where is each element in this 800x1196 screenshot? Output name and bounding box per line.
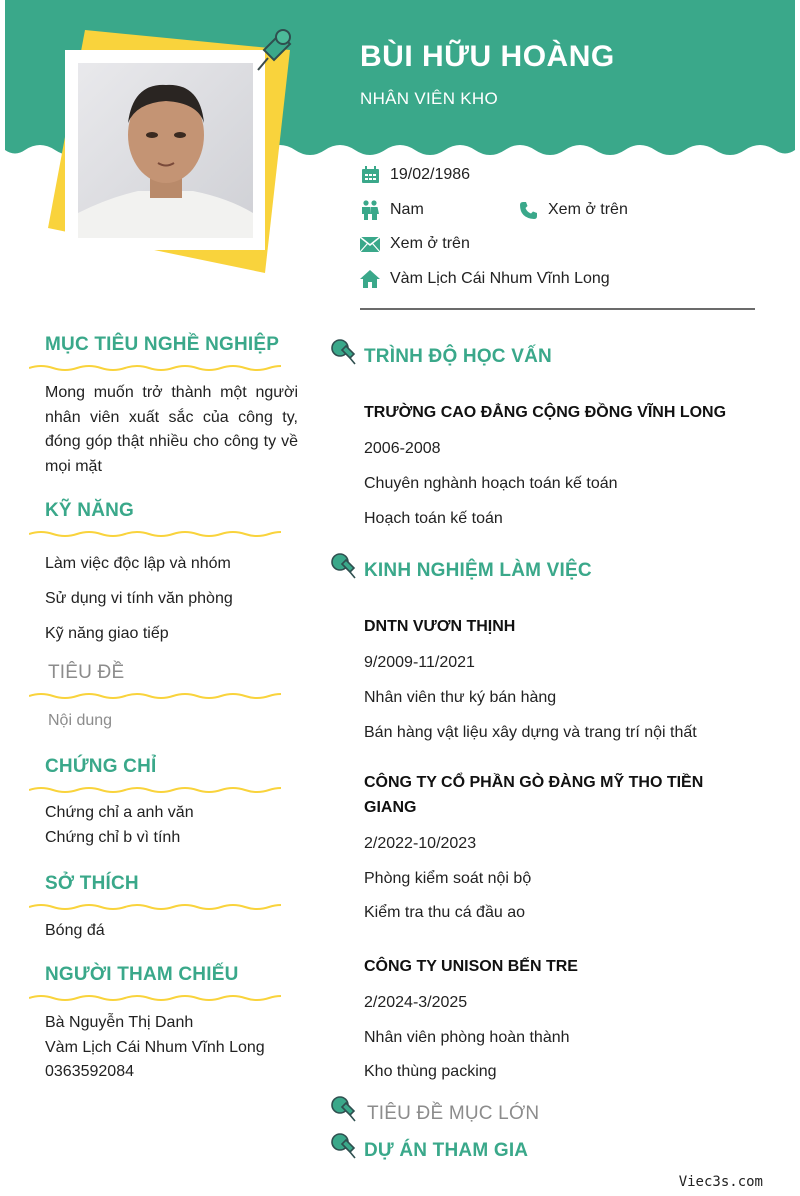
certificate-item: Chứng chỉ b vì tính — [45, 828, 181, 846]
custom-title[interactable]: TIÊU ĐỀ — [48, 662, 125, 683]
objective-section — [29, 334, 281, 372]
custom-section — [29, 662, 281, 700]
gender-value: Nam — [390, 201, 424, 218]
job-position: Nhân viên thư ký bán hàng — [364, 689, 557, 706]
pushpin-icon — [330, 1132, 356, 1160]
job-period: 9/2009-11/2021 — [364, 654, 475, 671]
education-period: 2006-2008 — [364, 440, 441, 457]
pushpin-icon — [330, 1095, 356, 1123]
job-detail: Kiểm tra thu cá đầu ao — [364, 904, 525, 921]
people-icon — [360, 200, 380, 220]
profile-photo-area — [40, 28, 290, 273]
contact-address — [360, 269, 610, 289]
wavy-divider — [29, 528, 281, 538]
hobbies-title: SỞ THÍCH — [45, 873, 139, 894]
wavy-divider — [29, 901, 281, 911]
custom-major-title[interactable]: TIÊU ĐỀ MỤC LỚN — [367, 1103, 540, 1124]
custom-content[interactable]: Nội dung — [48, 712, 113, 729]
references-list — [45, 1011, 265, 1085]
job-position: Nhân viên phòng hoàn thành — [364, 1029, 570, 1046]
reference-item: 0363592084 — [45, 1063, 134, 1080]
watermark: Viec3s.com — [678, 1174, 763, 1190]
dob-value: 19/02/1986 — [390, 166, 471, 183]
projects-title: DỰ ÁN THAM GIA — [364, 1140, 529, 1161]
address-value: Vàm Lịch Cái Nhum Vĩnh Long — [390, 270, 610, 287]
education-title: TRÌNH ĐỘ HỌC VẤN — [364, 346, 552, 367]
candidate-name: BÙI HỮU HOÀNG — [360, 40, 615, 73]
hobbies-list — [45, 919, 105, 944]
avatar[interactable] — [78, 63, 253, 238]
contact-phone — [518, 200, 628, 220]
wavy-divider — [29, 992, 281, 1002]
skill-item: Làm việc độc lập và nhóm — [45, 555, 231, 572]
certificates-section — [29, 756, 281, 794]
pushpin-icon — [330, 338, 356, 366]
job-period: 2/2022-10/2023 — [364, 835, 477, 852]
skills-list — [45, 546, 233, 651]
envelope-icon — [360, 234, 380, 254]
job-position: Phòng kiểm soát nội bộ — [364, 870, 532, 887]
wavy-divider — [29, 784, 281, 794]
references-title: NGƯỜI THAM CHIẾU — [45, 964, 239, 985]
pushpin-icon — [330, 552, 356, 580]
job-company: DNTN VƯƠN THỊNH — [364, 618, 516, 635]
contact-gender — [360, 200, 424, 220]
job-company: CÔNG TY UNISON BẾN TRE — [364, 958, 578, 975]
objective-title: MỤC TIÊU NGHỀ NGHIỆP — [45, 334, 280, 355]
reference-item: Bà Nguyễn Thị Danh — [45, 1014, 194, 1031]
phone-icon — [518, 200, 538, 220]
wavy-divider — [29, 690, 281, 700]
job-detail: Bán hàng vật liệu xây dựng và trang trí nội thất — [364, 724, 697, 741]
experience-title: KINH NGHIỆM LÀM VIỆC — [364, 560, 592, 581]
job-period: 2/2024-3/2025 — [364, 994, 468, 1011]
phone-value[interactable]: Xem ở trên — [548, 201, 628, 218]
references-section — [29, 964, 281, 1002]
job-detail: Kho thùng packing — [364, 1063, 497, 1080]
wavy-divider — [29, 362, 281, 372]
photo-frame — [65, 50, 265, 250]
certificates-title: CHỨNG CHỈ — [45, 756, 157, 777]
contact-dob — [360, 165, 470, 185]
skill-item: Sử dụng vi tính văn phòng — [45, 590, 233, 607]
education-major: Chuyên nghành hoạch toán kế toán — [364, 475, 618, 492]
reference-item: Vàm Lịch Cái Nhum Vĩnh Long — [45, 1038, 265, 1056]
education-detail: Hoạch toán kế toán — [364, 510, 503, 527]
skills-title: KỸ NĂNG — [45, 500, 135, 521]
contact-divider — [360, 308, 755, 310]
calendar-icon — [360, 165, 380, 185]
contact-email — [360, 234, 470, 254]
objective-text: Mong muốn trở thành một người nhân viên xuất sắc của công ty, đóng góp thật nhiều cho công ty về mọi mặt — [45, 384, 298, 475]
email-value[interactable]: Xem ở trên — [390, 235, 470, 252]
hobbies-section — [29, 873, 281, 911]
job-company: CÔNG TY CỔ PHẦN GÒ ĐÀNG MỸ THO TIỀN GIANG — [364, 774, 704, 816]
home-icon — [360, 269, 380, 289]
education-school: TRƯỜNG CAO ĐẲNG CỘNG ĐỒNG VĨNH LONG — [364, 404, 727, 421]
hobby-item: Bóng đá — [45, 922, 105, 939]
certificate-item: Chứng chỉ a anh văn — [45, 804, 194, 821]
pushpin-icon — [252, 26, 294, 74]
skills-section — [29, 500, 281, 538]
job-title: NHÂN VIÊN KHO — [360, 89, 499, 108]
certificates-list — [45, 801, 194, 850]
skill-item: Kỹ năng giao tiếp — [45, 625, 169, 642]
